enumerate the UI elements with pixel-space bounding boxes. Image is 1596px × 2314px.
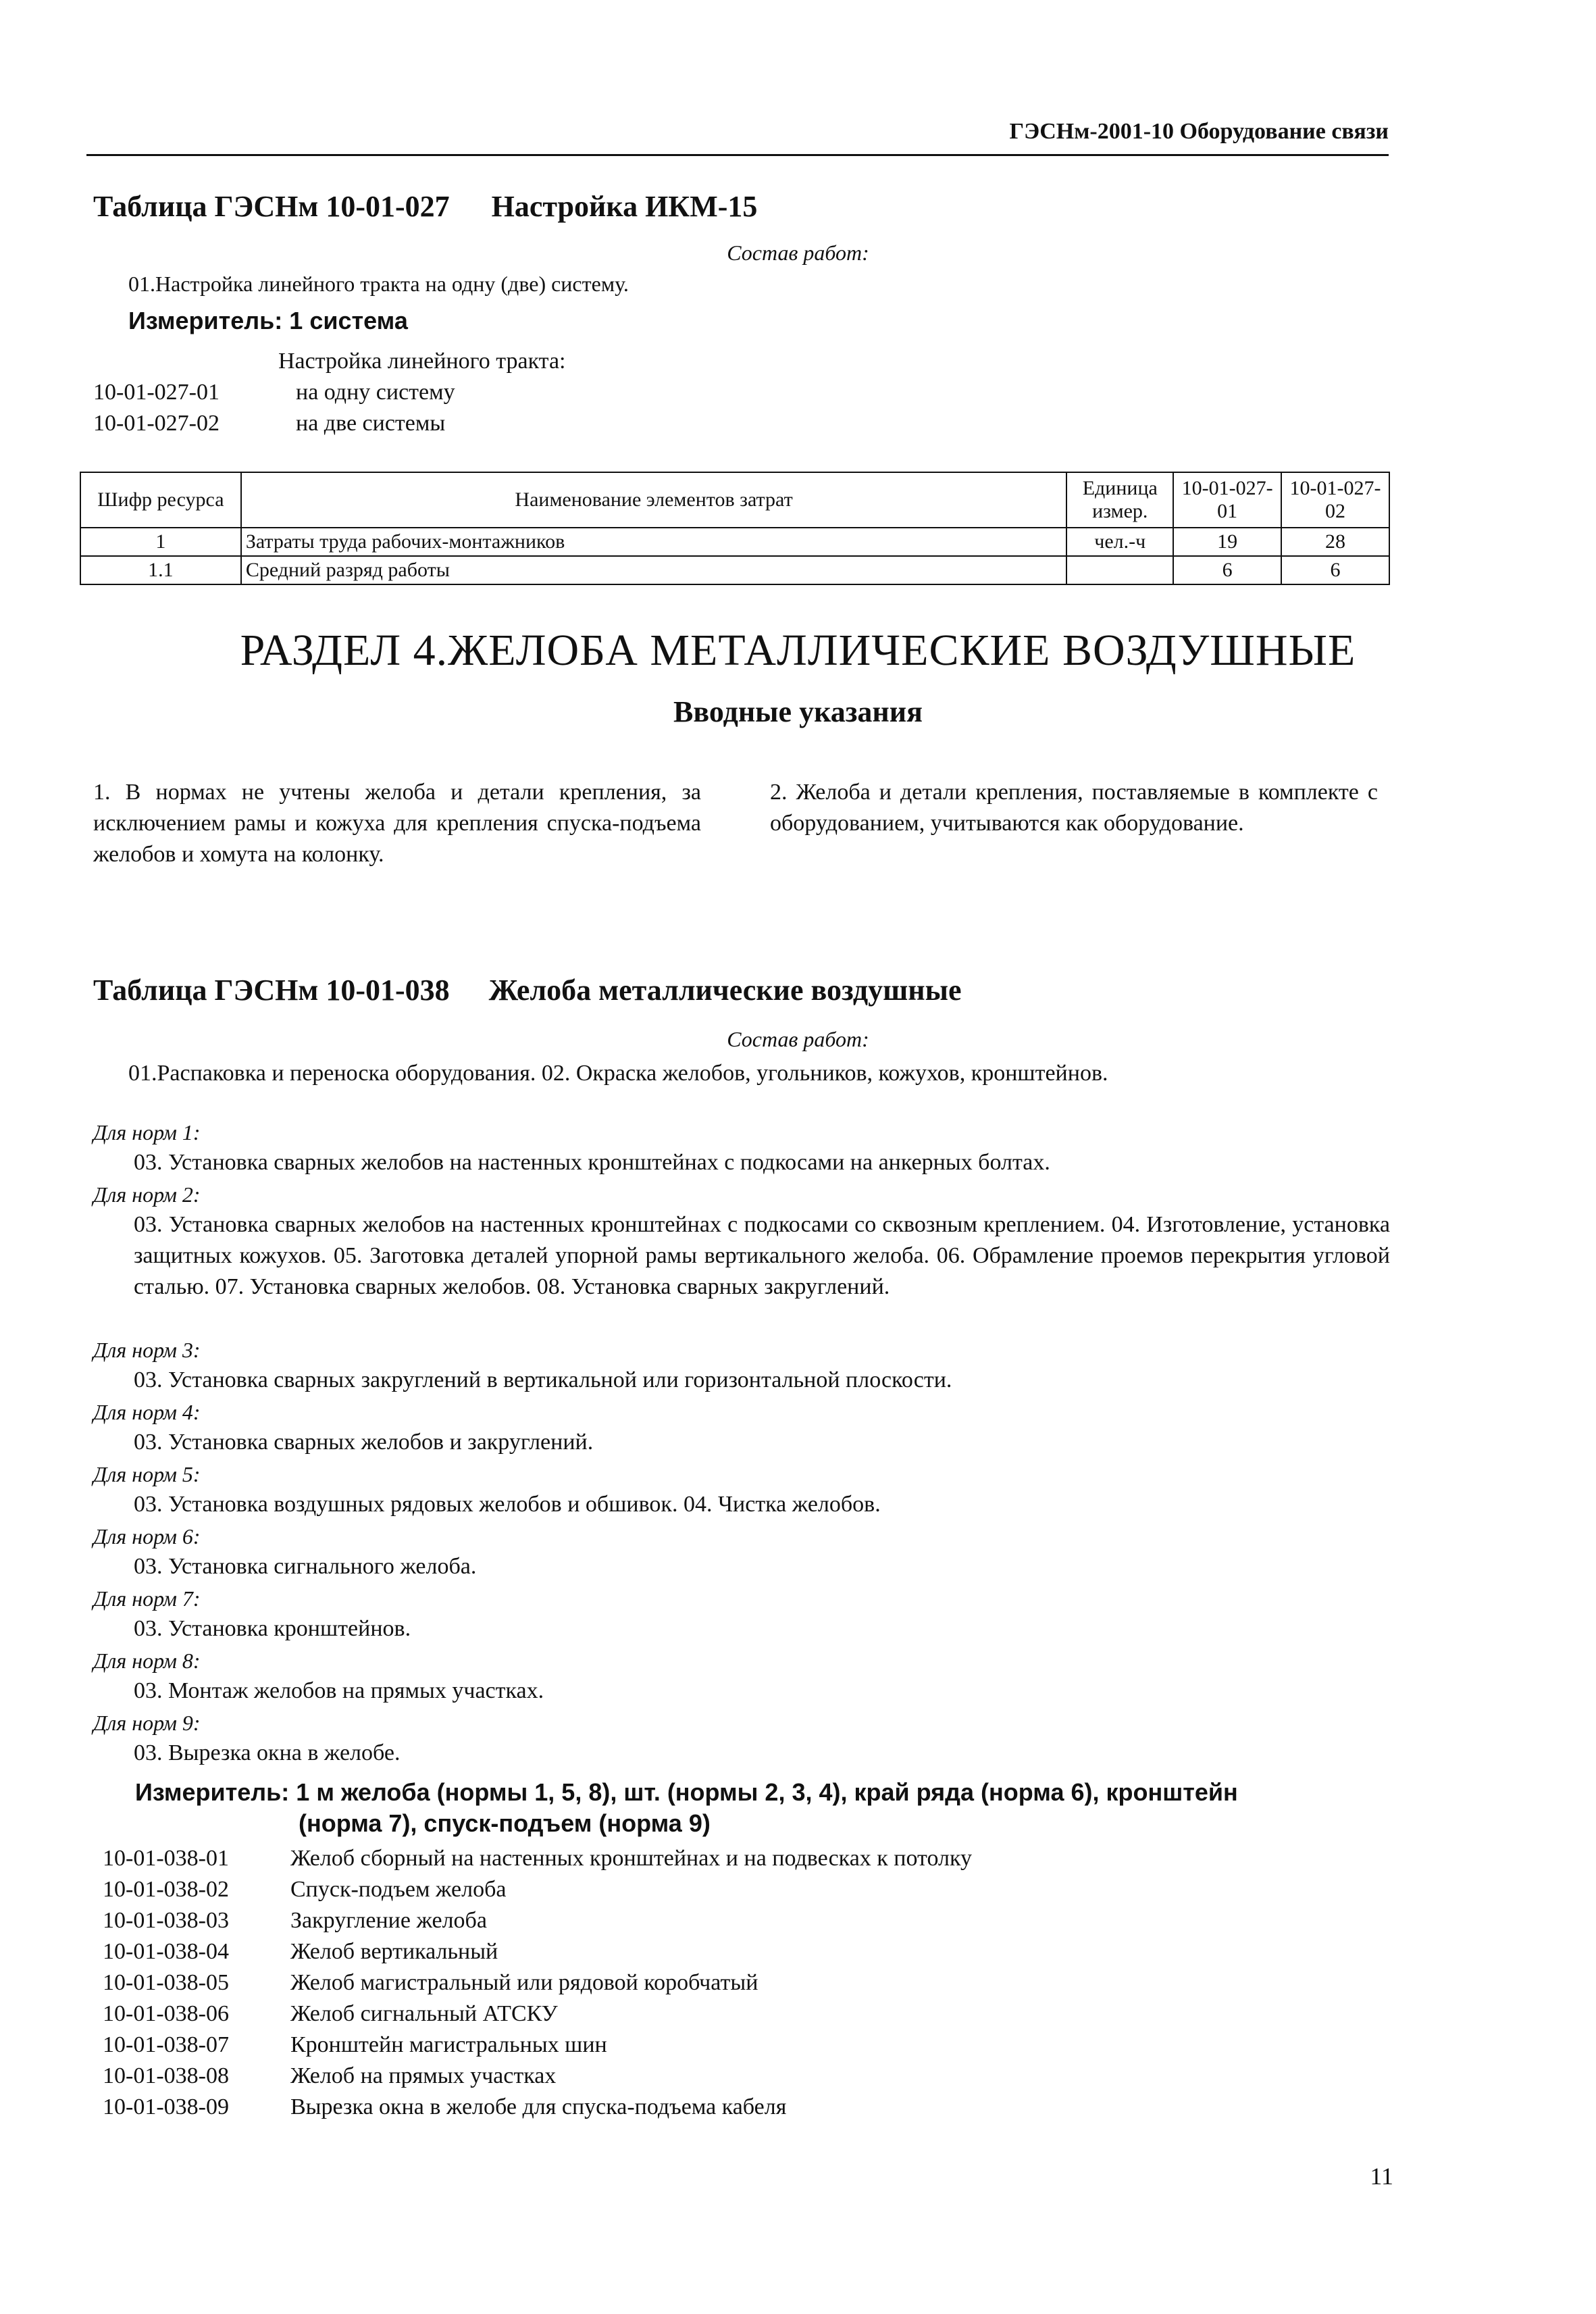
table-row [80,528,1389,556]
running-header: ГЭСНм-2001-10 Оборудование связи [1009,119,1389,144]
row-name: на одну систему [296,380,455,405]
norm-text: 03. Установка сварных закруглений в вертикальной или горизонтальной плоскости. [134,1367,952,1392]
norm-text: 03. Установка кронштейнов. [134,1616,411,1641]
cell-v2: 28 [1281,528,1389,556]
cell-name: Средний разряд работы [241,556,1066,584]
table38-work-text: 01.Распаковка и переноска оборудования. 02. Окраска желобов, угольников, кожухов, кронштейнов. [128,1061,1108,1086]
table38-row [103,1998,1386,2030]
cell-name: Затраты труда рабочих-монтажников [241,528,1066,556]
row-name: Кронштейн магистральных шин [290,2032,607,2057]
cell-code: 1.1 [80,556,241,584]
norm-text: 03. Установка воздушных рядовых желобов и обшивок. 04. Чистка желобов. [134,1492,881,1517]
table38-title [93,973,962,1007]
table38-title-name: Желоба металлические воздушные [488,974,962,1007]
table38-row [103,1874,1386,1905]
header-rule [86,154,1389,156]
row-name: Желоб сигнальный АТСКУ [290,2001,558,2026]
table27-row [93,408,769,439]
table38-row [103,2092,1386,2123]
norm-text: 03. Установка сварных желобов и закруглений. [134,1430,594,1455]
norm-text: 03. Монтаж желобов на прямых участках. [134,1678,544,1703]
row-code: 10-01-038-09 [103,2094,229,2119]
norm-label: Для норм 8: [93,1649,201,1673]
table38-row [103,1843,1386,1874]
header-col1: 10-01-027-01 [1173,472,1281,528]
row-code: 10-01-038-07 [103,2032,229,2057]
header-col2: 10-01-027-02 [1281,472,1389,528]
row-code: 10-01-027-01 [93,380,220,405]
cell-code: 1 [80,528,241,556]
norm-label: Для норм 7: [93,1586,201,1611]
cell-v1: 19 [1173,528,1281,556]
table27-work-text: 01.Настройка линейного тракта на одну (две) систему. [128,272,629,296]
norm-text: 03. Вырезка окна в желобе. [134,1740,401,1765]
table38-row [103,1936,1386,1967]
cost-table-header [80,472,1389,528]
norm-label: Для норм 3: [93,1338,201,1362]
table38-title-code: Таблица ГЭСНм 10-01-038 [93,974,450,1007]
table27-title-code: Таблица ГЭСНм 10-01-027 [93,190,450,223]
row-name: Желоб сборный на настенных кронштейнах и на подвесках к потолку [290,1846,973,1871]
table38-row [103,2061,1386,2092]
table27-title [93,189,757,224]
norm-label: Для норм 4: [93,1400,201,1424]
cell-unit [1066,556,1173,584]
row-name: Желоб магистральный или рядовой коробчатый [290,1970,758,1995]
table27-work-caption: Состав работ: [727,241,869,265]
row-name: Вырезка окна в желобе для спуска-подъема кабеля [290,2094,787,2119]
row-code: 10-01-038-08 [103,2063,229,2088]
cell-unit: чел.-ч [1066,528,1173,556]
table27-measure: Измеритель: 1 система [128,307,408,334]
row-code: 10-01-038-05 [103,1970,229,1995]
norm-label: Для норм 6: [93,1524,201,1549]
intro-paragraph-1: 1. В нормах не учтены желоба и детали крепления, за исключением рамы и кожуха для крепления спуска-подъема желобов и хомута на колонку. [93,780,701,867]
table38-measure-line2: (норма 7), спуск-подъем (норма 9) [299,1809,711,1837]
norm-text: 03. Установка сварных желобов на настенных кронштейнах с подкосами на анкерных болтах. [134,1150,1050,1175]
table27-row [93,377,769,408]
norm-text: 03. Установка сигнального желоба. [134,1554,477,1579]
page-number: 11 [1370,2163,1393,2190]
row-name: Желоб на прямых участках [290,2063,557,2088]
row-name: Закругление желоба [290,1908,487,1933]
table38-row [103,2030,1386,2061]
table38-work-caption: Состав работ: [727,1027,869,1051]
section-subtitle: Вводные указания [673,695,923,728]
cost-table [80,472,1390,585]
table38-measure-line1: Измеритель: 1 м желоба (нормы 1, 5, 8), шт. (нормы 2, 3, 4), край ряда (норма 6), кронштейн [135,1778,1238,1806]
norm-label: Для норм 5: [93,1462,201,1486]
header-unit: Единица измер. [1066,472,1173,528]
norm-label: Для норм 2: [93,1182,201,1207]
row-name: на две системы [296,411,446,436]
row-code: 10-01-038-03 [103,1908,229,1933]
norm-label: Для норм 1: [93,1120,201,1145]
section-title: РАЗДЕЛ 4.ЖЕЛОБА МЕТАЛЛИЧЕСКИЕ ВОЗДУШНЫЕ [240,626,1356,675]
row-name: Желоб вертикальный [290,1939,498,1964]
row-code: 10-01-038-02 [103,1877,229,1902]
table27-group-label: Настройка линейного тракта: [278,349,566,374]
intro-paragraph-2: 2. Желоба и детали крепления, поставляемые в комплекте с оборудованием, учитываются как оборудование. [770,780,1378,836]
table-row [80,556,1389,584]
header-name: Наименование элементов затрат [241,472,1066,528]
table27-title-name: Настройка ИКМ-15 [491,190,758,223]
row-code: 10-01-038-06 [103,2001,229,2026]
row-code: 10-01-027-02 [93,411,220,436]
cell-v2: 6 [1281,556,1389,584]
row-name: Спуск-подъем желоба [290,1877,507,1902]
cell-v1: 6 [1173,556,1281,584]
table38-row [103,1967,1386,1998]
row-code: 10-01-038-01 [103,1846,229,1871]
table38-row [103,1905,1386,1936]
norm-label: Для норм 9: [93,1711,201,1735]
header-code: Шифр ресурса [80,472,241,528]
norm-text: 03. Установка сварных желобов на настенных кронштейнах с подкосами со сквозным креплением. 04. Изготовление, установка защитных кожухов. 05. Заготовка деталей упорной рамы вертикального желоба. 06. Обрамление проемов перекрытия угловой сталью. 07. Установка сварных желобов. 08. Установка сварных закруглений. [134,1212,1390,1299]
row-code: 10-01-038-04 [103,1939,229,1964]
